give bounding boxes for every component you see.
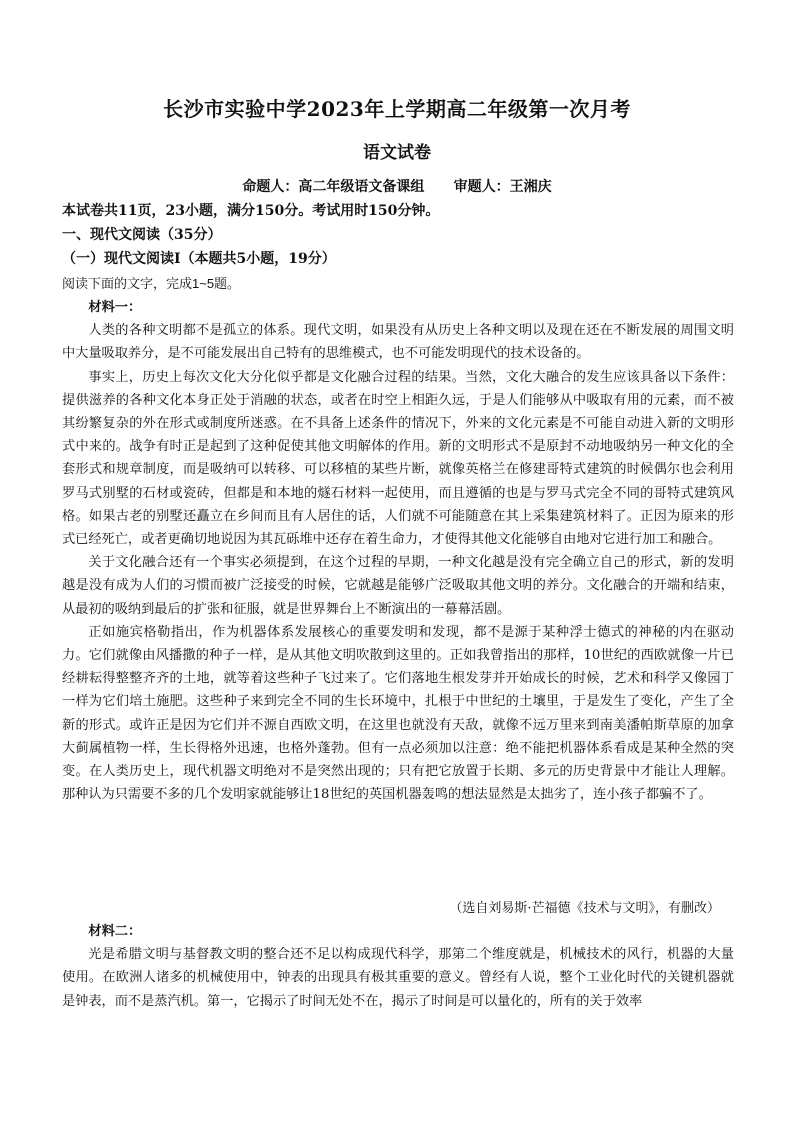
paragraph: 人类的各种文明都不是孤立的体系。现代文明，如果没有从历史上各种文明以及现在还在不断发展的周围文明中大量吸取养分，是不可能发展出自己特有的思维模式，也不可能发明现代的技术设备的。 [62,323,734,362]
source-citation: （选自刘易斯·芒福德《技术与文明》，有删改） [449,901,720,916]
section-heading: 一、现代文阅读（35分） [62,227,222,243]
material-one [62,296,734,806]
authors-line: 命题人：高二年级语文备课组 审题人：王湘庆 [242,179,552,195]
paragraph: 事实上，历史上每次文化大分化似乎都是文化融合过程的结果。当然，文化大融合的发生应该具备以下条件：提供滋养的各种文化本身正处于消融的状态，或者在时空上相距久远，于是人们能够从中吸取有用的元素，而不被其纷繁复杂的外在形式或制度所迷惑。在不具备上述条件的情况下，外来的文化元素是不可能自动进入新的文明形式中来的。战争有时正是起到了这种促使其他文明解体的作用。新的文明形式不是原封不动地吸纳另一种文化的全套形式和规章制度，而是吸纳可以转移、可以移植的某些片断，就像英格兰在修建哥特式建筑的时候偶尔也会利用罗马式别墅的石材或瓷砖，但都是和本地的燧石材料一起使用，而且遵循的也是与罗马式完全不同的哥特式建筑风格。如果古老的别墅还矗立在乡间而且有人居住的话，人们就不可能随意在其上采集建筑材料了。正因为原来的形式已经死亡，或者更确切地说因为其瓦砾堆中还存在着生命力，才使得其他文化能够自由地对它进行加工和融合。 [62,369,734,548]
subsection-heading: （一）现代文阅读Ⅰ（本题共5小题，19分） [62,251,336,267]
exam-info: 本试卷共11页，23小题，满分150分。考试用时150分钟。 [62,203,440,219]
page-title: 长沙市实验中学2023年上学期高二年级第一次月考 [163,97,631,121]
paragraph: 关于文化融合还有一个事实必须提到，在这个过程的早期，一种文化越是没有完全确立自己的形式，新的发明越是没有成为人们的习惯而被广泛接受的时候，它就越是能够广泛吸取其他文明的养分。文化融合的开端和结束，从最初的吸纳到最后的扩张和征服，就是世界舞台上不断演出的一幕幕活剧。 [62,555,734,617]
paragraph: 光是希腊文明与基督教文明的整合还不足以构成现代科学，那第二个维度就是，机械技术的风行，机器的大量使用。在欧洲人诸多的机械使用中，钟表的出现具有极其重要的意义。曾经有人说，整个工业化时代的关键机器就是钟表，而不是蒸汽机。第一，它揭示了时间无处不在，揭示了时间是可以量化的，所有的关于效率 [62,947,734,1009]
reading-instruction: 阅读下面的文字，完成1~5题。 [62,276,241,291]
material-two [62,920,734,1013]
material-two-label: 材料二： [88,924,142,939]
material-one-label: 材料一： [88,300,142,315]
paragraph: 正如施宾格勒指出，作为机器体系发展核心的重要发明和发现，都不是源于某种浮士德式的神秘的内在驱动力。它们就像由风播撒的种子一样，是从其他文明吹散到这里的。正如我曾指出的那样，10世纪的西欧就像一片已经耕耘得整整齐齐的土地，就等着这些种子飞过来了。它们落地生根发芽并开始成长的时候，艺术和科学又像园丁一样为它们培土施肥。这些种子来到完全不同的生长环境中，扎根于中世纪的土壤里，于是发生了变化，产生了全新的形式。或许正是因为它们并不源自西欧文明，在这里也就没有天敌，就像不远万里来到南美潘帕斯草原的加拿大蓟属植物一样，生长得格外迅速，也格外蓬勃。但有一点必须加以注意：绝不能把机器体系看成是某种全然的突变。在人类历史上，现代机器文明绝对不是突然出现的；只有把它放置于长期、多元的历史背景中才能让人理解。那种认为只需要不多的几个发明家就能够让18世纪的英国机器轰鸣的想法显然是太拙劣了，连小孩子都骗不了。 [62,624,734,803]
page-subtitle: 语文试卷 [363,143,431,163]
